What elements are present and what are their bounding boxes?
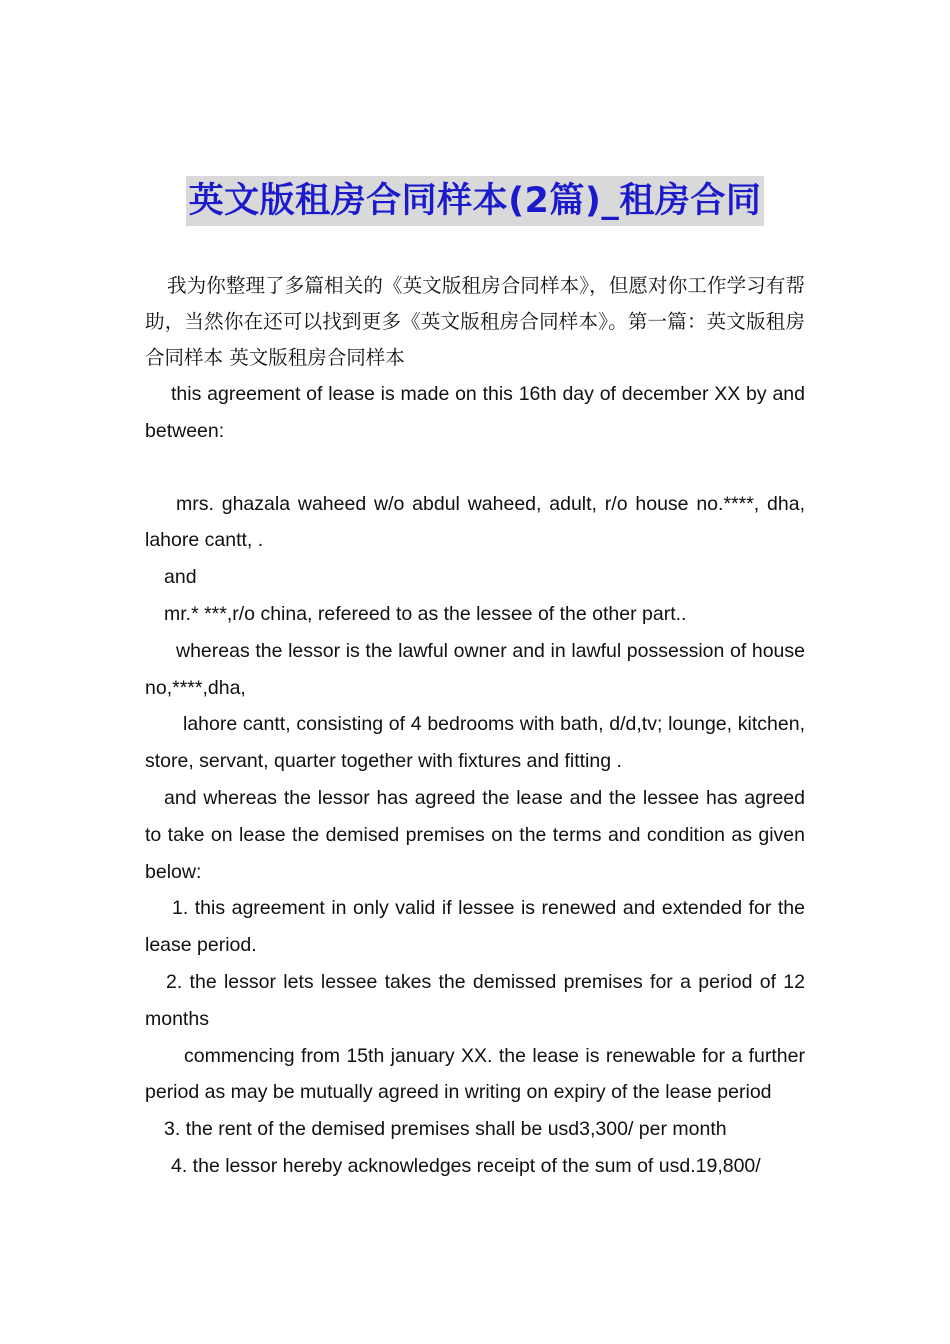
blank-line [145, 450, 805, 486]
paragraph-agreement: this agreement of lease is made on this 16th day of december XX by and between: [145, 383, 805, 442]
paragraph-lessee: mr.* ***,r/o china, refereed to as the lessee of the other part.. [164, 602, 687, 625]
clause-2-continued: commencing from 15th january XX. the lease is renewable for a further period as may be mutually agreed in writing on expiry of the lease period [145, 1044, 805, 1104]
document-title: 英文版租房合同样本(2篇)_租房合同 [186, 176, 765, 226]
title-container [0, 176, 950, 226]
paragraph-whereas-agreed: and whereas the lessor has agreed the lease and the lessee has agreed to take on lease the demised premises on the terms and condition as given below: [145, 786, 805, 883]
document-body [145, 268, 805, 1185]
paragraph-lessor: mrs. ghazala waheed w/o abdul waheed, adult, r/o house no.****, dha, lahore cantt, . [145, 492, 805, 552]
clause-3: 3. the rent of the demised premises shall be usd3,300/ per month [164, 1118, 727, 1141]
paragraph-whereas-owner: whereas the lessor is the lawful owner and in lawful possession of house no,****,dha, [145, 639, 805, 699]
intro-paragraph: 我为你整理了多篇相关的《英文版租房合同样本》，但愿对你工作学习有帮助，当然你在还可以找到更多《英文版租房合同样本》。第一篇：英文版租房合同样本 英文版租房合同样本 [145, 274, 805, 369]
clause-1: 1. this agreement in only valid if lessee is renewed and extended for the lease period. [145, 897, 805, 957]
clause-2: 2. the lessor lets lessee takes the demissed premises for a period of 12 months [145, 970, 805, 1030]
clause-4: 4. the lessor hereby acknowledges receipt of the sum of usd.19,800/ [171, 1154, 761, 1177]
paragraph-and: and [164, 566, 197, 589]
paragraph-premises: lahore cantt, consisting of 4 bedrooms with bath, d/d,tv; lounge, kitchen, store, servant, quarter together with fixtures and fitting . [145, 713, 805, 773]
